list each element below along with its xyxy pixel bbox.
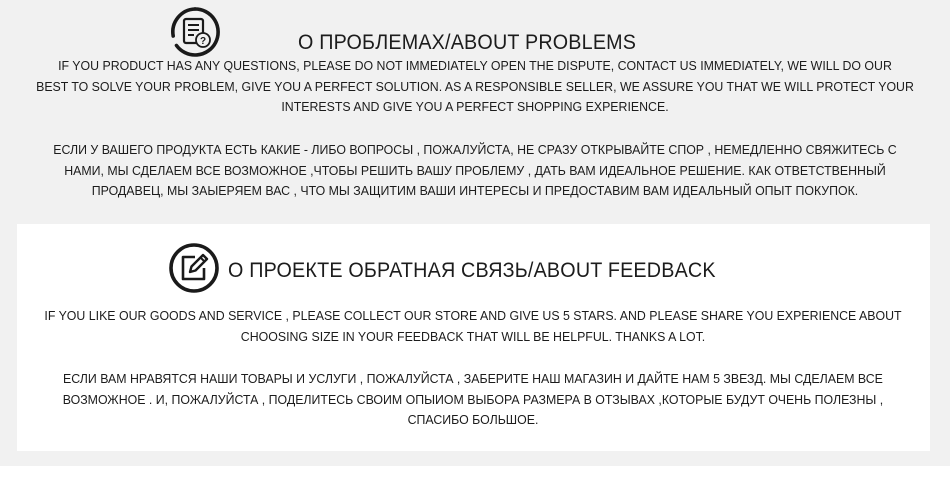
problems-title: О ПРОБЛЕМАХ/ABOUT PROBLEMS [298, 31, 637, 54]
problems-ru-line: ЕСЛИ У ВАШЕГО ПРОДУКТА ЕСТЬ КАКИЕ - ЛИБО ВОПРОСЫ , ПОЖАЛУЙСТА, НЕ СРАЗУ ОТКРЫВАЙТЕ СПОР , НЕМЕДЛЕННО СВЯЖИТЕСЬ С [53, 142, 897, 157]
problems-en-line: INTERESTS AND GIVE YOU A PERFECT SHOPPING EXPERIENCE. [281, 99, 669, 115]
question-document-icon [169, 6, 221, 58]
problems-ru-line: ПРОДАВЕЦ, МЫ ЗАЫЕРЯЕМ ВАС , ЧТО МЫ ЗАЩИТИМ ВАШИ ИНТЕРЕСЫ И ПРЕДОСТАВИМ ВАМ ИДЕАЛЬНЫЙ ОПЫТ ПОКУПОК. [91, 183, 859, 199]
problems-en-line: IF YOU PRODUCT HAS ANY QUESTIONS, PLEASE DO NOT IMMEDIATELY OPEN THE DISPUTE, CONTACT US IMMEDIATELY, WE WILL DO OUR [58, 58, 892, 73]
problems-ru-line: НАМИ, МЫ СДЕЛАЕМ ВСЕ ВОЗМОЖНОЕ ,ЧТОБЫ РЕШИТЬ ВАШУ ПРОБЛЕМУ , ДАТЬ ВАМ ИДЕАЛЬНОЕ РЕШЕНИЕ. КАК ОТВЕТСТВЕННЫЙ [64, 162, 886, 178]
edit-pencil-icon [168, 242, 220, 294]
feedback-title: О ПРОЕКТЕ ОБРАТНАЯ СВЯЗЬ/ABOUT FEEDBACK [228, 259, 716, 282]
feedback-en-line: CHOOSING SIZE IN YOUR FEEDBACK THAT WILL BE HELPFUL. THANKS A LOT. [240, 328, 706, 344]
feedback-english-text [24, 306, 923, 347]
problems-en-line: BEST TO SOLVE YOUR PROBLEM, GIVE YOU A PERFECT SOLUTION. AS A RESPONSIBLE SELLER, WE ASSURE YOU THAT WE WILL PROTECT YOUR [36, 78, 914, 94]
feedback-en-line: IF YOU LIKE OUR GOODS AND SERVICE , PLEASE COLLECT OUR STORE AND GIVE US 5 STARS. AND PLEASE SHARE YOU EXPERIENCE ABOUT [44, 308, 902, 323]
feedback-russian-text [24, 369, 923, 431]
problems-russian-text [24, 140, 927, 202]
feedback-ru-line: ЕСЛИ ВАМ НРАВЯТСЯ НАШИ ТОВАРЫ И УСЛУГИ , ПОЖАЛУЙСТА , ЗАБЕРИТЕ НАШ МАГАЗИН И ДАЙТЕ НАМ 5 ЗВЕЗД. МЫ СДЕЛАЕМ ВСЕ [63, 371, 883, 386]
feedback-ru-line: СПАСИБО БОЛЬШОЕ. [407, 412, 539, 428]
svg-text:?: ? [199, 36, 207, 47]
feedback-ru-line: ВОЗМОЖНОЕ . И, ПОЖАЛУЙСТА , ПОДЕЛИТЕСЬ СВОИМ ОПЫИОМ ВЫБОРА РАЗМЕРА В ОТЗЫВАХ ,КОТОРЫЕ БУДУТ ОЧЕНЬ ПОЛЕЗНЫ , [62, 391, 884, 407]
problems-english-text [24, 56, 927, 118]
